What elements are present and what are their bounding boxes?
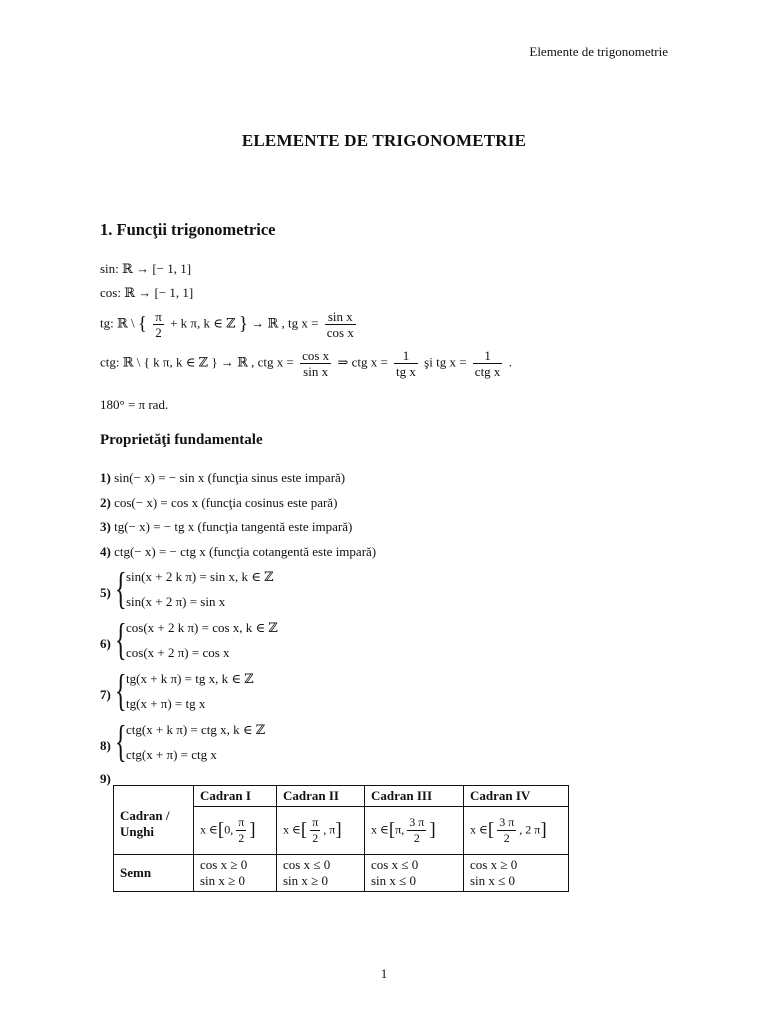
ctg-and: şi tg x = xyxy=(424,354,467,370)
table-cell xyxy=(464,807,569,855)
item-number: 7) xyxy=(100,687,111,702)
cell-fraction xyxy=(236,815,246,846)
table-cell xyxy=(365,807,464,855)
item-number: 3) xyxy=(100,519,111,534)
cell-prefix: x ∈ xyxy=(371,822,389,837)
tg-prefix: tg: ℝ \ xyxy=(100,315,135,331)
tg-reciprocal xyxy=(473,348,503,379)
system-row: cos(x + 2 k π) = cos x, k ∈ ℤ xyxy=(126,620,278,635)
item-number: 1) xyxy=(100,470,111,485)
item-number: 5) xyxy=(100,585,111,600)
frac-num: cos x xyxy=(302,348,330,363)
ctg-definition xyxy=(100,348,512,379)
degree-conversion: 180° = π rad. xyxy=(100,397,169,412)
frac-den: 2 xyxy=(238,831,245,845)
frac-den: sin x xyxy=(303,364,329,379)
property-item xyxy=(100,544,376,560)
brace-icon: { xyxy=(115,615,127,664)
cos-definition: cos: ℝ → [− 1, 1] xyxy=(100,285,194,300)
frac-den: tg x xyxy=(396,364,416,379)
sign-cos: cos x ≥ 0 xyxy=(200,857,248,872)
ctg-reciprocal xyxy=(394,348,418,379)
ctg-implies: ⇒ ctg x = xyxy=(337,354,388,370)
page-title: ELEMENTE DE TRIGONOMETRIE xyxy=(241,131,527,150)
bracket-close: ] xyxy=(429,819,436,841)
cell-fraction xyxy=(407,815,426,846)
pi-over-two xyxy=(153,309,164,340)
item-number: 9) xyxy=(100,771,111,786)
frac-num: π xyxy=(312,815,319,829)
tg-suffix: → ℝ , tg x = xyxy=(251,315,319,331)
system-row: tg(x + k π) = tg x, k ∈ ℤ xyxy=(126,671,254,686)
bracket-open: [ xyxy=(300,819,308,841)
item-number: 8) xyxy=(100,738,111,753)
table-cell xyxy=(277,807,365,855)
brace-close: } xyxy=(238,313,248,335)
frac-num: 3 π xyxy=(409,815,425,829)
system-row: sin(x + 2 π) = sin x xyxy=(126,594,226,609)
properties-heading: Proprietăţi fundamentale xyxy=(100,432,263,448)
brace-icon: { xyxy=(115,717,127,766)
system-row: cos(x + 2 π) = cos x xyxy=(126,645,230,660)
item-text: cos(− x) = cos x (funcţia cosinus este pară) xyxy=(114,495,338,510)
quadrant-sign-table xyxy=(113,785,569,892)
cell-fraction xyxy=(310,815,320,846)
column-header: Cadran I xyxy=(194,786,277,807)
frac-num: π xyxy=(155,309,162,324)
cell-prefix: x ∈ xyxy=(470,822,488,837)
sign-cos: cos x ≤ 0 xyxy=(371,857,419,872)
brace-icon: { xyxy=(115,564,127,613)
sign-cos: cos x ≥ 0 xyxy=(470,857,518,872)
sign-cos: cos x ≤ 0 xyxy=(283,857,331,872)
table-cell xyxy=(194,807,277,855)
bracket-open: [ xyxy=(217,819,225,841)
system-row: sin(x + 2 k π) = sin x, k ∈ ℤ xyxy=(126,569,274,584)
frac-den: ctg x xyxy=(474,364,501,379)
item-text: ctg(− x) = − ctg x (funcţia cotangentă este impară) xyxy=(114,544,377,559)
section-heading: 1. Funcţii trigonometrice xyxy=(100,220,276,239)
table-row xyxy=(114,786,569,807)
frac-den: 2 xyxy=(155,325,162,340)
frac-num: 1 xyxy=(394,348,418,364)
item-text: sin(− x) = − sin x (funcţia sinus este impară) xyxy=(114,470,346,485)
frac-den: 2 xyxy=(503,831,510,845)
running-header: Elemente de trigonometrie xyxy=(529,44,668,59)
tg-definition xyxy=(100,309,359,340)
cell-prefix: x ∈ xyxy=(283,822,301,837)
sign-sin: sin x ≥ 0 xyxy=(283,873,329,888)
sign-sin: sin x ≤ 0 xyxy=(371,873,417,888)
column-header: Cadran IV xyxy=(464,786,569,807)
system-row: ctg(x + π) = ctg x xyxy=(126,747,217,762)
brace-open: { xyxy=(137,313,148,335)
cell-fraction xyxy=(497,815,516,846)
ctg-fraction xyxy=(300,348,331,379)
sin-definition: sin: ℝ → [− 1, 1] xyxy=(100,261,192,276)
cell-prefix: x ∈ xyxy=(200,822,218,837)
frac-num: 3 π xyxy=(499,815,515,829)
table-corner-cell: Cadran / Unghi xyxy=(114,786,194,855)
frac-den: cos x xyxy=(326,325,354,340)
brace-icon: { xyxy=(115,666,127,715)
table-cell xyxy=(464,855,569,892)
table-cell xyxy=(365,855,464,892)
ctg-end: . xyxy=(508,354,512,370)
bracket-open: [ xyxy=(487,819,495,841)
ctg-prefix: ctg: ℝ \ { k π, k ∈ ℤ } → ℝ , ctg x = xyxy=(100,354,294,370)
tg-fraction xyxy=(325,309,356,340)
bracket-open: [ xyxy=(388,819,396,841)
property-item xyxy=(100,495,337,511)
bracket-close: ] xyxy=(249,819,256,841)
row-header: Semn xyxy=(114,855,194,892)
bracket-close: ] xyxy=(540,819,547,841)
cell-text: π, xyxy=(395,822,405,837)
cell-text: , π xyxy=(323,822,336,837)
table-cell xyxy=(277,855,365,892)
frac-num: sin x xyxy=(325,309,356,325)
item-number: 2) xyxy=(100,495,111,510)
column-header: Cadran III xyxy=(365,786,464,807)
property-item xyxy=(100,470,345,486)
cell-text: 0, xyxy=(224,822,234,837)
sign-sin: sin x ≤ 0 xyxy=(470,873,516,888)
tg-condition: + k π, k ∈ ℤ xyxy=(170,315,236,331)
frac-num: 1 xyxy=(473,348,503,364)
property-item xyxy=(100,519,352,535)
table-row xyxy=(114,855,569,892)
table-cell xyxy=(194,855,277,892)
cell-text: , 2 π xyxy=(519,822,541,837)
sign-sin: sin x ≥ 0 xyxy=(200,873,246,888)
frac-num: π xyxy=(238,815,245,829)
system-row: tg(x + π) = tg x xyxy=(126,696,206,711)
item-number: 4) xyxy=(100,544,111,559)
system-row: ctg(x + k π) = ctg x, k ∈ ℤ xyxy=(126,722,266,737)
page-number: 1 xyxy=(380,966,388,981)
item-text: tg(− x) = − tg x (funcţia tangentă este impară) xyxy=(114,519,353,534)
bracket-close: ] xyxy=(335,819,342,841)
frac-den: 2 xyxy=(312,831,319,845)
column-header: Cadran II xyxy=(277,786,365,807)
item-number: 6) xyxy=(100,636,111,651)
frac-den: 2 xyxy=(413,831,420,845)
